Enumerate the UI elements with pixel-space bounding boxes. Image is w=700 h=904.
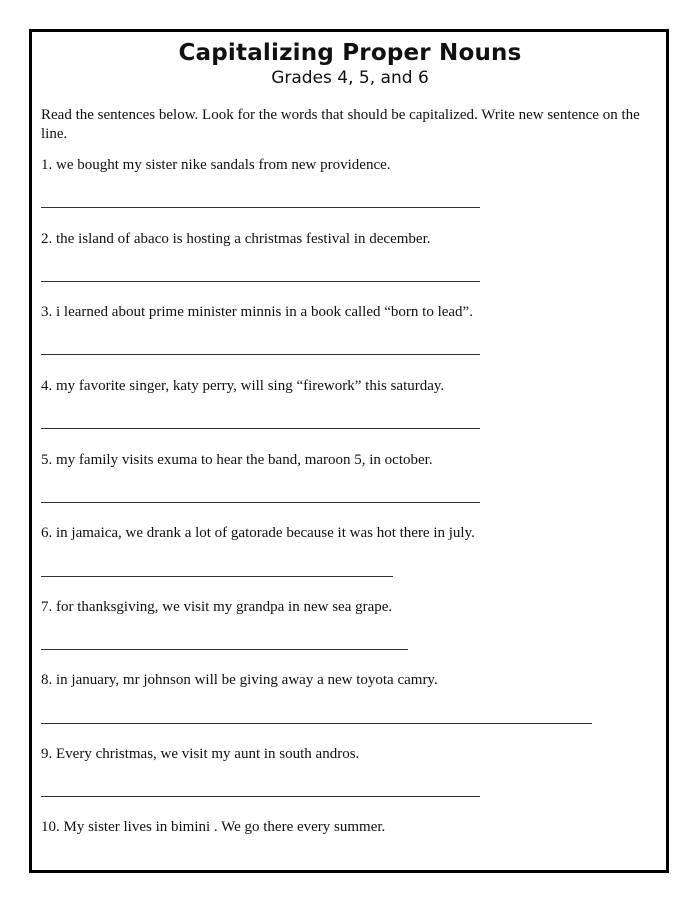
answer-line-6[interactable] <box>41 576 393 577</box>
sentence-1: 1. we bought my sister nike sandals from new providence. <box>41 157 391 173</box>
sentence-9: 9. Every christmas, we visit my aunt in south andros. <box>41 746 360 762</box>
sentence-4: 4. my favorite singer, katy perry, will sing “firework” this saturday. <box>41 378 445 394</box>
sentence-8: 8. in january, mr johnson will be giving away a new toyota camry. <box>41 672 438 688</box>
sentence-6: 6. in jamaica, we drank a lot of gatorade because it was hot there in july. <box>41 525 475 541</box>
answer-line-9[interactable] <box>41 796 480 797</box>
answer-line-2[interactable] <box>41 281 480 282</box>
answer-line-1[interactable] <box>41 207 480 208</box>
sentence-5: 5. my family visits exuma to hear the band, maroon 5, in october. <box>41 452 433 468</box>
answer-line-5[interactable] <box>41 502 480 503</box>
worksheet-subtitle: Grades 4, 5, and 6 <box>271 68 429 88</box>
sentence-7: 7. for thanksgiving, we visit my grandpa in new sea grape. <box>41 599 393 615</box>
sentence-2: 2. the island of abaco is hosting a christmas festival in december. <box>41 231 431 247</box>
worksheet-title: Capitalizing Proper Nouns <box>178 40 522 66</box>
sentence-3: 3. i learned about prime minister minnis in a book called “born to lead”. <box>41 304 473 320</box>
answer-line-7[interactable] <box>41 649 408 650</box>
answer-line-3[interactable] <box>41 354 480 355</box>
answer-line-4[interactable] <box>41 428 480 429</box>
answer-line-8[interactable] <box>41 723 592 724</box>
instructions-text: Read the sentences below. Look for the words that should be capitalized. Write new sentence on the line. <box>41 107 640 142</box>
sentence-10: 10. My sister lives in bimini . We go there every summer. <box>41 819 386 835</box>
